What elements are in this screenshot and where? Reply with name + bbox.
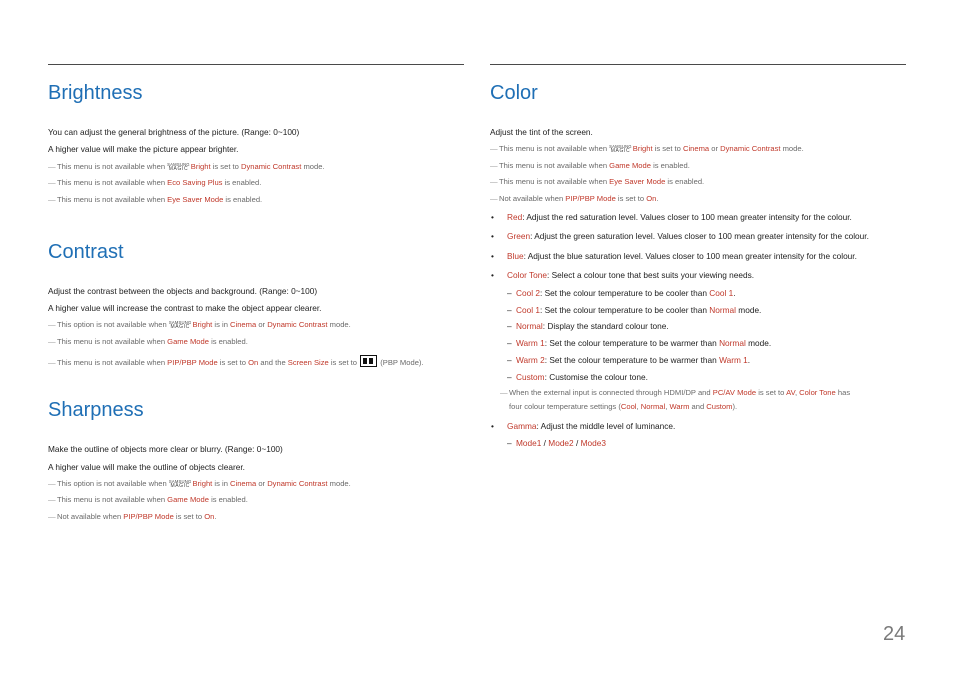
samsung-magic-logo: SAMSUNG MAGIC bbox=[609, 144, 632, 154]
note-dash-icon: ― bbox=[48, 512, 56, 521]
list-item-red: • Red: Adjust the red saturation level. Values closer to 100 mean greater intensity for the colour. bbox=[491, 212, 852, 222]
list-item-color-tone: • Color Tone: Select a colour tone that best suits your viewing needs. bbox=[491, 270, 755, 280]
brightness-description-2: A higher value will make the picture appear brighter. bbox=[48, 144, 239, 154]
section-rule bbox=[490, 64, 906, 65]
contrast-note-2: ―This menu is not available when Game Mode is enabled. bbox=[48, 337, 248, 346]
sharpness-heading: Sharpness bbox=[48, 399, 144, 421]
section-rule bbox=[48, 64, 464, 65]
list-item-green: • Green: Adjust the green saturation level. Values closer to 100 mean greater intensity for the colour. bbox=[491, 231, 869, 241]
color-tone-note-line-2: four colour temperature settings (Cool, Normal, Warm and Custom). bbox=[509, 402, 738, 411]
sub-item-gamma-modes: – Mode1 / Mode2 / Mode3 bbox=[507, 438, 606, 448]
note-dash-icon: ― bbox=[500, 388, 508, 397]
note-dash-icon: ― bbox=[490, 177, 498, 186]
sub-item-normal: – Normal: Display the standard colour tone. bbox=[507, 321, 669, 331]
contrast-description: Adjust the contrast between the objects and background. (Range: 0~100) bbox=[48, 286, 318, 296]
samsung-magic-logo: SAMSUNG MAGIC bbox=[167, 162, 190, 172]
color-description: Adjust the tint of the screen. bbox=[490, 127, 593, 137]
color-tone-note-line-1: ―When the external input is connected through HDMI/DP and PC/AV Mode is set to AV, Color Tone has bbox=[500, 388, 851, 397]
pbp-mode-icon bbox=[360, 355, 377, 367]
note-dash-icon: ― bbox=[48, 358, 56, 367]
bullet-icon: • bbox=[491, 270, 494, 280]
note-dash-icon: ― bbox=[48, 337, 56, 346]
color-note-4: ―Not available when PIP/PBP Mode is set to On. bbox=[490, 194, 659, 203]
brightness-note-3: ―This menu is not available when Eye Saver Mode is enabled. bbox=[48, 195, 263, 204]
sharpness-note-2: ―This menu is not available when Game Mode is enabled. bbox=[48, 495, 248, 504]
sub-item-custom: – Custom: Customise the colour tone. bbox=[507, 372, 648, 382]
brightness-heading: Brightness bbox=[48, 82, 143, 104]
contrast-note-3: ―This menu is not available when PIP/PBP Mode is set to On and the Screen Size is set to (PBP Mode). bbox=[48, 355, 424, 369]
color-note-2: ―This menu is not available when Game Mode is enabled. bbox=[490, 161, 690, 170]
note-dash-icon: ― bbox=[48, 495, 56, 504]
list-item-gamma: • Gamma: Adjust the middle level of luminance. bbox=[491, 421, 676, 431]
page-number: 24 bbox=[883, 623, 906, 645]
color-heading: Color bbox=[490, 82, 538, 104]
brightness-description: You can adjust the general brightness of the picture. (Range: 0~100) bbox=[48, 127, 300, 137]
brightness-note-2: ―This menu is not available when Eco Saving Plus is enabled. bbox=[48, 178, 262, 187]
contrast-heading: Contrast bbox=[48, 241, 124, 263]
note-dash-icon: ― bbox=[48, 195, 56, 204]
sharpness-note-1: ―This option is not available when SAMSUNG MAGIC Bright is in Cinema or Dynamic Contrast mode. bbox=[48, 479, 351, 489]
bullet-icon: • bbox=[491, 421, 494, 431]
list-item-blue: • Blue: Adjust the blue saturation level. Values closer to 100 mean greater intensity for the colour. bbox=[491, 251, 857, 261]
bullet-icon: • bbox=[491, 212, 494, 222]
note-dash-icon: ― bbox=[48, 320, 56, 329]
bullet-icon: • bbox=[491, 231, 494, 241]
sub-item-cool2: – Cool 2: Set the colour temperature to be cooler than Cool 1. bbox=[507, 288, 736, 298]
sub-item-warm2: – Warm 2: Set the colour temperature to be warmer than Warm 1. bbox=[507, 355, 751, 365]
note-dash-icon: ― bbox=[48, 162, 56, 171]
sharpness-description-2: A higher value will make the outline of objects clearer. bbox=[48, 462, 245, 472]
contrast-description-2: A higher value will increase the contrast to make the object appear clearer. bbox=[48, 303, 322, 313]
sharpness-description: Make the outline of objects more clear or blurry. (Range: 0~100) bbox=[48, 444, 283, 454]
sub-item-warm1: – Warm 1: Set the colour temperature to be warmer than Normal mode. bbox=[507, 338, 772, 348]
sub-item-cool1: – Cool 1: Set the colour temperature to be cooler than Normal mode. bbox=[507, 305, 762, 315]
brightness-note-1: ―This menu is not available when SAMSUNG MAGIC Bright is set to Dynamic Contrast mode. bbox=[48, 162, 325, 172]
note-dash-icon: ― bbox=[490, 144, 498, 153]
note-dash-icon: ― bbox=[48, 479, 56, 488]
contrast-note-1: ―This option is not available when SAMSUNG MAGIC Bright is in Cinema or Dynamic Contrast mode. bbox=[48, 320, 351, 330]
sharpness-note-3: ―Not available when PIP/PBP Mode is set to On. bbox=[48, 512, 217, 521]
samsung-magic-logo: SAMSUNG MAGIC bbox=[168, 320, 192, 330]
note-dash-icon: ― bbox=[490, 161, 498, 170]
note-dash-icon: ― bbox=[490, 194, 498, 203]
color-note-3: ―This menu is not available when Eye Saver Mode is enabled. bbox=[490, 177, 705, 186]
note-dash-icon: ― bbox=[48, 178, 56, 187]
color-note-1: ―This menu is not available when SAMSUNG MAGIC Bright is set to Cinema or Dynamic Contrast mode. bbox=[490, 144, 804, 154]
samsung-magic-logo: SAMSUNG MAGIC bbox=[168, 479, 192, 489]
bullet-icon: • bbox=[491, 251, 494, 261]
